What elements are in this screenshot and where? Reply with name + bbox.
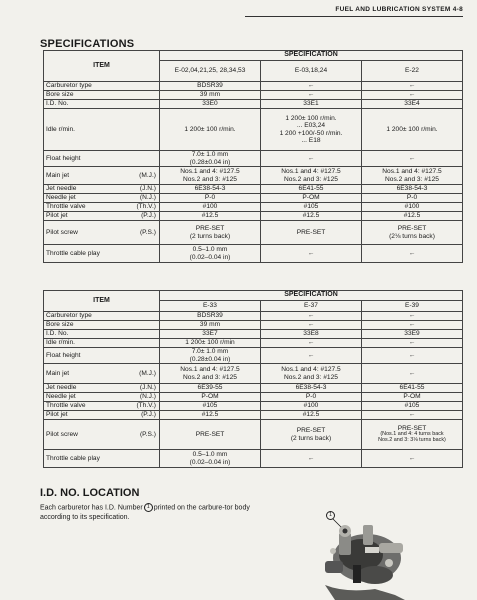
spec-value: #12.5 xyxy=(261,411,362,420)
header-rule xyxy=(245,16,463,17)
spec-value-line: Nos.2 and 3: #125 xyxy=(183,175,237,183)
spec-value: ← xyxy=(362,348,463,364)
spec-value-line: 1 200± 100 r/min. xyxy=(285,115,337,122)
item-name xyxy=(44,82,160,91)
spec-value-line: Nos.2 and 3: #125 xyxy=(385,175,439,183)
spec-value: ← xyxy=(261,312,362,321)
item-name xyxy=(44,402,160,411)
item-abbreviation: (J.N.) xyxy=(139,384,156,392)
spec-value: ← xyxy=(362,245,463,263)
spec-value: 1 200± 100 r/min. xyxy=(362,109,463,151)
spec-value xyxy=(261,167,362,185)
spec-value: ← xyxy=(362,364,463,384)
spec-value-line: (0.28±0.04 in) xyxy=(189,158,231,166)
model-column-header: E-03,18,24 xyxy=(261,61,362,82)
spec-value-line: Nos.1 and 4: #127.5 xyxy=(180,168,240,176)
table-row xyxy=(44,82,463,91)
spec-table-2 xyxy=(43,290,463,468)
section-title: SPECIFICATIONS xyxy=(40,38,135,50)
item-name xyxy=(44,212,160,221)
table-row xyxy=(44,384,463,393)
item-name xyxy=(44,364,160,384)
item-name xyxy=(44,203,160,212)
spec-value: 39 mm xyxy=(160,321,261,330)
table-row xyxy=(44,91,463,100)
id-location-title: I.D. NO. LOCATION xyxy=(40,487,140,499)
item-label: I.D. No. xyxy=(46,330,69,338)
spec-value xyxy=(261,364,362,384)
item-abbreviation: (N.J.) xyxy=(139,194,156,202)
item-name xyxy=(44,393,160,402)
spec-value: ← xyxy=(362,151,463,167)
spec-value: ← xyxy=(261,245,362,263)
spec-value: 6E38-54-3 xyxy=(362,185,463,194)
item-name xyxy=(44,348,160,364)
spec-value: 1 200± 100 r/min. xyxy=(160,109,261,151)
item-name xyxy=(44,312,160,321)
item-abbreviation: (M.J.) xyxy=(139,369,156,377)
spec-value-line: PRE-SET xyxy=(397,225,427,233)
table-row xyxy=(44,100,463,109)
item-name xyxy=(44,245,160,263)
spec-value-line: Nos.1 and 4: #127.5 xyxy=(382,168,442,176)
spec-value: ← xyxy=(261,91,362,100)
item-label: Throttle valve xyxy=(46,203,86,211)
table-row xyxy=(44,185,463,194)
spec-value: #12.5 xyxy=(362,212,463,221)
spec-value: 6E38-54-3 xyxy=(160,185,261,194)
spec-value: ← xyxy=(261,339,362,348)
item-abbreviation: (Th.V.) xyxy=(136,402,156,410)
table-row xyxy=(44,321,463,330)
item-name xyxy=(44,221,160,245)
spec-value: #12.5 xyxy=(261,212,362,221)
item-label: Pilot jet xyxy=(46,411,68,419)
table-row xyxy=(44,348,463,364)
item-label: Pilot jet xyxy=(46,212,68,220)
item-name xyxy=(44,91,160,100)
spec-value: 33E8 xyxy=(261,330,362,339)
spec-value xyxy=(160,221,261,245)
table-row xyxy=(44,312,463,321)
section-name: FUEL AND LUBRICATION SYSTEM xyxy=(335,6,451,13)
table-row xyxy=(44,245,463,263)
spec-value xyxy=(362,420,463,450)
spec-value xyxy=(160,167,261,185)
spec-value: P-0 xyxy=(362,194,463,203)
spec-value-line: Nos.2 and 3: 3⅛ turns back) xyxy=(378,437,446,444)
table-row xyxy=(44,364,463,384)
table-row xyxy=(44,393,463,402)
marker-1: 1 xyxy=(144,503,153,512)
spec-value: PRE-SET xyxy=(160,420,261,450)
spec-value-line: 7.0± 1.0 mm xyxy=(191,348,229,356)
spec-value: #105 xyxy=(160,402,261,411)
item-label: Needle jet xyxy=(46,194,76,202)
item-name xyxy=(44,420,160,450)
item-name xyxy=(44,339,160,348)
spec-value: P-0 xyxy=(261,393,362,402)
spec-value-line: (0.02–0.04 in) xyxy=(189,458,231,466)
spec-value: 6E39-55 xyxy=(160,384,261,393)
table-row xyxy=(44,420,463,450)
table-row xyxy=(44,330,463,339)
spec-value: #12.5 xyxy=(160,411,261,420)
spec-value: ← xyxy=(261,321,362,330)
spec-value: 6E41-55 xyxy=(362,384,463,393)
model-column-header: E-37 xyxy=(261,301,362,312)
spec-value-line: PRE-SET xyxy=(296,427,326,435)
item-label: Needle jet xyxy=(46,393,76,401)
spec-value: ← xyxy=(362,312,463,321)
item-label: Main jet xyxy=(46,369,70,377)
spec-value-line: 7.0± 1.0 mm xyxy=(191,151,229,159)
spec-value-line: Nos.1 and 4: #127.5 xyxy=(281,168,341,176)
spec-value: ← xyxy=(362,411,463,420)
spec-value: P-OM xyxy=(362,393,463,402)
spec-value: BDSR39 xyxy=(160,82,261,91)
specification-header: SPECIFICATION xyxy=(160,291,463,301)
spec-value: 33E1 xyxy=(261,100,362,109)
table-row xyxy=(44,194,463,203)
table-row xyxy=(44,203,463,212)
spec-value xyxy=(261,420,362,450)
table-row xyxy=(44,167,463,185)
spec-value: P-OM xyxy=(160,393,261,402)
spec-value-line: (2⅛ turns back) xyxy=(389,232,435,240)
item-label: Main jet xyxy=(46,171,70,179)
id-location-text xyxy=(40,503,280,524)
item-name xyxy=(44,167,160,185)
page-number: 4-8 xyxy=(452,6,463,13)
spec-value-line: (Nos.1 and 4: 4 turns back xyxy=(380,431,444,438)
item-name xyxy=(44,109,160,151)
spec-value-line: 0.5–1.0 mm xyxy=(192,451,228,459)
id-location-text-before: Each carburetor has I.D. Number xyxy=(40,504,143,512)
page-header xyxy=(0,6,463,13)
model-column-header: E-39 xyxy=(362,301,463,312)
item-label: Throttle cable play xyxy=(46,454,100,462)
spec-value xyxy=(362,167,463,185)
spec-value: #105 xyxy=(261,203,362,212)
spec-value-line: ... E03,24 xyxy=(296,122,326,130)
item-abbreviation: (P.J.) xyxy=(141,411,156,419)
spec-value-line: Nos.2 and 3: #125 xyxy=(284,175,338,183)
spec-value: P-OM xyxy=(261,194,362,203)
spec-value-line: (2 turns back) xyxy=(290,434,332,442)
spec-value: #100 xyxy=(362,203,463,212)
item-name xyxy=(44,100,160,109)
table-row xyxy=(44,212,463,221)
item-name xyxy=(44,384,160,393)
carburetor-photo xyxy=(305,503,425,600)
spec-value xyxy=(160,450,261,468)
item-abbreviation: (M.J.) xyxy=(139,171,156,179)
item-name xyxy=(44,321,160,330)
table-row xyxy=(44,109,463,151)
table-row xyxy=(44,151,463,167)
spec-value: 33E7 xyxy=(160,330,261,339)
item-abbreviation: (P.J.) xyxy=(141,212,156,220)
table-row xyxy=(44,339,463,348)
spec-value: 6E38-54-3 xyxy=(261,384,362,393)
spec-value-line: (0.28±0.04 in) xyxy=(189,355,231,363)
spec-value-line: Nos.1 and 4: #127.5 xyxy=(281,366,341,374)
spec-value: 39 mm xyxy=(160,91,261,100)
spec-value xyxy=(160,245,261,263)
spec-value-line: (0.02–0.04 in) xyxy=(189,253,231,261)
item-name xyxy=(44,185,160,194)
item-label: Idle r/min. xyxy=(46,339,75,347)
item-label: Float height xyxy=(46,351,81,359)
spec-value xyxy=(362,221,463,245)
model-column-header: E-33 xyxy=(160,301,261,312)
item-name xyxy=(44,151,160,167)
item-label: Carburetor type xyxy=(46,312,92,320)
spec-value: ← xyxy=(261,450,362,468)
item-label: I.D. No. xyxy=(46,100,69,108)
table-row xyxy=(44,221,463,245)
spec-value: ← xyxy=(261,348,362,364)
spec-value: 33E4 xyxy=(362,100,463,109)
item-abbreviation: (J.N.) xyxy=(139,185,156,193)
item-name xyxy=(44,330,160,339)
item-name xyxy=(44,411,160,420)
spec-value: PRE-SET xyxy=(261,221,362,245)
spec-value: ← xyxy=(362,82,463,91)
spec-value: ← xyxy=(261,151,362,167)
item-abbreviation: (N.J.) xyxy=(139,393,156,401)
spec-value-line: 1 200 +100/-50 r/min. xyxy=(279,129,343,137)
item-label: Pilot screw xyxy=(46,228,78,236)
spec-value-line: Nos.1 and 4: #127.5 xyxy=(180,366,240,374)
spec-value-line: PRE-SET xyxy=(195,225,225,233)
spec-value xyxy=(160,364,261,384)
spec-value: ← xyxy=(362,339,463,348)
spec-value: #100 xyxy=(261,402,362,411)
spec-value: 1 200± 100 r/min xyxy=(160,339,261,348)
item-name xyxy=(44,450,160,468)
item-header: ITEM xyxy=(44,291,160,312)
item-header: ITEM xyxy=(44,51,160,82)
spec-table-1 xyxy=(43,50,463,263)
table-row xyxy=(44,402,463,411)
spec-value xyxy=(261,109,362,151)
spec-value-line: 0.5–1.0 mm xyxy=(192,246,228,254)
table-row xyxy=(44,450,463,468)
item-label: Throttle valve xyxy=(46,402,86,410)
item-label: Pilot screw xyxy=(46,430,78,438)
id-location-text-after: printed on the carbure-tor body according to its specification. xyxy=(40,504,250,522)
item-label: Throttle cable play xyxy=(46,249,100,257)
item-label: Idle r/min. xyxy=(46,125,75,133)
model-column-header: E-22 xyxy=(362,61,463,82)
spec-value: 33E0 xyxy=(160,100,261,109)
spec-value xyxy=(160,348,261,364)
spec-value: #105 xyxy=(362,402,463,411)
item-abbreviation: (P.S.) xyxy=(139,430,156,438)
spec-value-line: (2 turns back) xyxy=(189,232,231,240)
spec-value: 6E41-55 xyxy=(261,185,362,194)
item-label: Jet needle xyxy=(46,185,77,193)
spec-value: ← xyxy=(362,450,463,468)
spec-value: P-0 xyxy=(160,194,261,203)
spec-value xyxy=(160,151,261,167)
item-label: Carburetor type xyxy=(46,82,92,90)
spec-value-line: Nos.2 and 3: #125 xyxy=(183,373,237,381)
spec-value: 33E9 xyxy=(362,330,463,339)
specification-header: SPECIFICATION xyxy=(160,51,463,61)
item-abbreviation: (P.S.) xyxy=(139,228,156,236)
spec-value-line: Nos.2 and 3: #125 xyxy=(284,373,338,381)
spec-value: BDSR39 xyxy=(160,312,261,321)
item-name xyxy=(44,194,160,203)
photo-marker-1: 1 xyxy=(326,511,335,520)
item-abbreviation: (Th.V.) xyxy=(136,203,156,211)
spec-value: #12.5 xyxy=(160,212,261,221)
item-label: Bore size xyxy=(46,321,74,329)
spec-value-line: PRE-SET xyxy=(397,424,427,432)
model-column-header: E-02,04,21,25, 28,34,53 xyxy=(160,61,261,82)
spec-value: #100 xyxy=(160,203,261,212)
spec-value: ← xyxy=(362,91,463,100)
item-label: Bore size xyxy=(46,91,74,99)
spec-value: ← xyxy=(261,82,362,91)
spec-value: ← xyxy=(362,321,463,330)
table-row xyxy=(44,411,463,420)
item-label: Float height xyxy=(46,154,81,162)
spec-value-line: ... E18 xyxy=(301,136,321,144)
item-label: Jet needle xyxy=(46,384,77,392)
